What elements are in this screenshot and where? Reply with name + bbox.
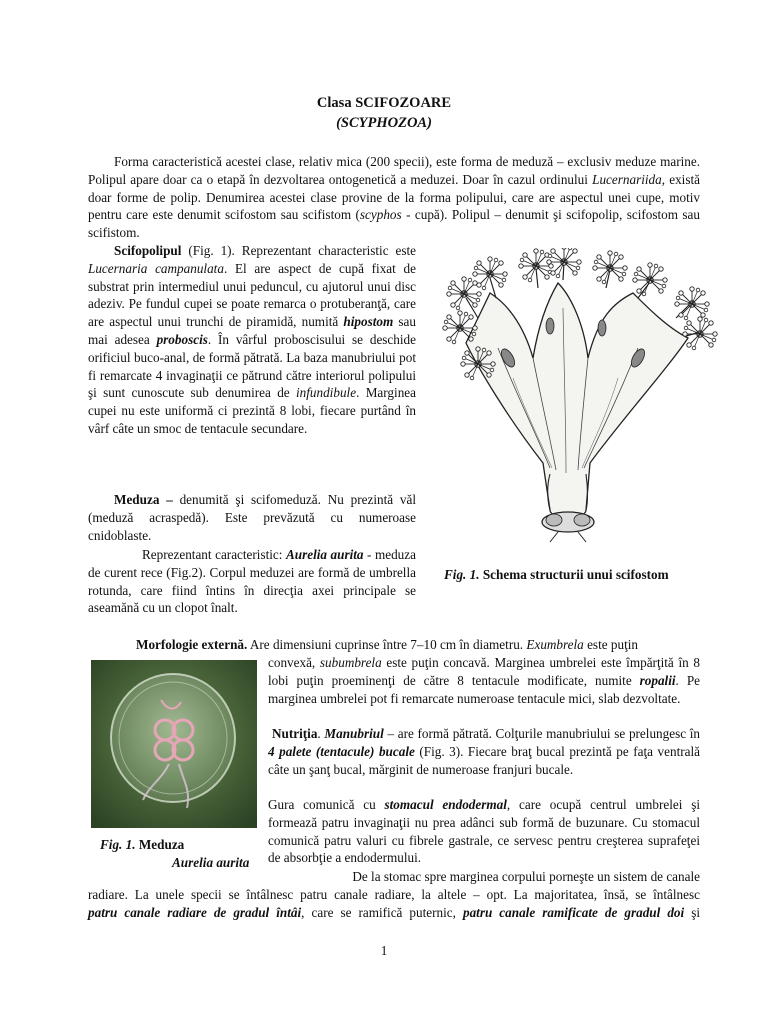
canale-line1: De la stomac spre marginea corpului porneşte un sistem de canale: [352, 869, 700, 884]
intro-paragraph: Forma caracteristică acestei clase, relativ mica (200 specii), este forma de meduză – exclusiv meduze marine. Polipul apare doar ca o etapă în dezvoltarea ontogenetică a meduzei. Doar în cazul ordinului Lucernariida, există doar forme de polip. Denumirea acestei clase provine de la forma polipului, care are aspectul unei cupe, motiv pentru care este denumit scifostom sau scifistom (scyphos - cupă). Polipul – denumit şi scifopolip, scifostom sau scifistom.: [88, 154, 701, 241]
jellyfish-image: [91, 660, 257, 828]
aurelia-photo: [91, 660, 257, 828]
meduza-paragraph: Meduza – denumită şi scifomeduză. Nu prezintă văl (meduză acraspedă). Este prevăzută cu numeroase cnidoblaste.: [88, 492, 416, 543]
fig2-caption: Fig. 1. Meduza Aurelia aurita: [100, 837, 250, 870]
scifostom-illustration: [438, 248, 720, 548]
morfologie-line1: Morfologie externă. Are dimensiuni cuprinse între 7–10 cm în diametru. Exumbrela este puţin: [136, 637, 638, 652]
reprezentant-paragraph: Reprezentant caracteristic: Aurelia aurita - meduza de curent rece (Fig.2). Corpul meduzei are formă de umbrella rotunda, care fiind întins în direcţia axei principale se aseamănă cu un clopot înalt.: [88, 547, 416, 616]
scifostom-drawing: [438, 248, 720, 548]
gura-paragraph: Gura comunică cu stomacul endodermal, care ocupă centrul umbrelei şi formează patru invaginaţii nu prea adânci sub formă de buzunare. Cu stomacul comunică patru valuri cu fibrele gastrale, ce servesc pentru creşterea suprafeţei de absorbţie a endodermului.: [268, 797, 700, 866]
scifopolip-paragraph: Scifopolipul (Fig. 1). Reprezentant characteristic este Lucernaria campanulata. El are aspect de cupă fixat de substrat prin intermediul unui peduncul, cu ajutorul unui disc adeziv. Pe fundul cupei se poate remarca o protuberanţă, care are aspectul unui trunchi de piramidă, numită hipostom sau mai adesea proboscis. În vârful proboscisului se deschide orificiul buco-anal, de formă pătrată. La baza manubriului pot fi remarcate 4 invaginaţii ce pătrund către interiorul polipului şi sunt cunoscute sub denumirea de infundibule. Marginea cupei nu este uniformă ci prezintă 8 lobi, fiecare purtând în vârf câte un smoc de tentacule secundare.: [88, 243, 416, 436]
page-number: 1: [380, 943, 388, 958]
morfologie-rest: convexă, subumbrela este puţin concavă. Marginea umbrelei este împărţită în 8 lobi puţin proeminenţi de către 8 tentacule modificate, numite ropalii. Pe marginea umbrelei pot fi remarcate numeroase tentacule mici, slab dezvoltate.: [268, 655, 701, 706]
page-title: Clasa SCIFOZOARE: [316, 95, 452, 111]
page-subtitle: (SCYPHOZOA): [336, 115, 432, 131]
fig1-caption: Fig. 1. Schema structurii unui scifostom: [444, 567, 669, 582]
nutritia-paragraph: Nutriţia. Manubriul – are formă pătrată. Colţurile manubriului se prelungesc în 4 palete (tentacule) bucale (Fig. 3). Fiecare braţ bucal prezintă pe faţa ventrală câte un şanţ bucal, mărginit de numeroase franjuri bucale.: [268, 726, 701, 777]
canale-line2: radiare. La unele specii se întâlnesc patru canale radiare, la altele – opt. La majoritatea, însă, se întâlnesc: [88, 887, 700, 902]
canale-line3: patru canale radiare de gradul întâi, care se ramifică puternic, patru canale ramificate de gradul doi şi: [88, 905, 701, 920]
